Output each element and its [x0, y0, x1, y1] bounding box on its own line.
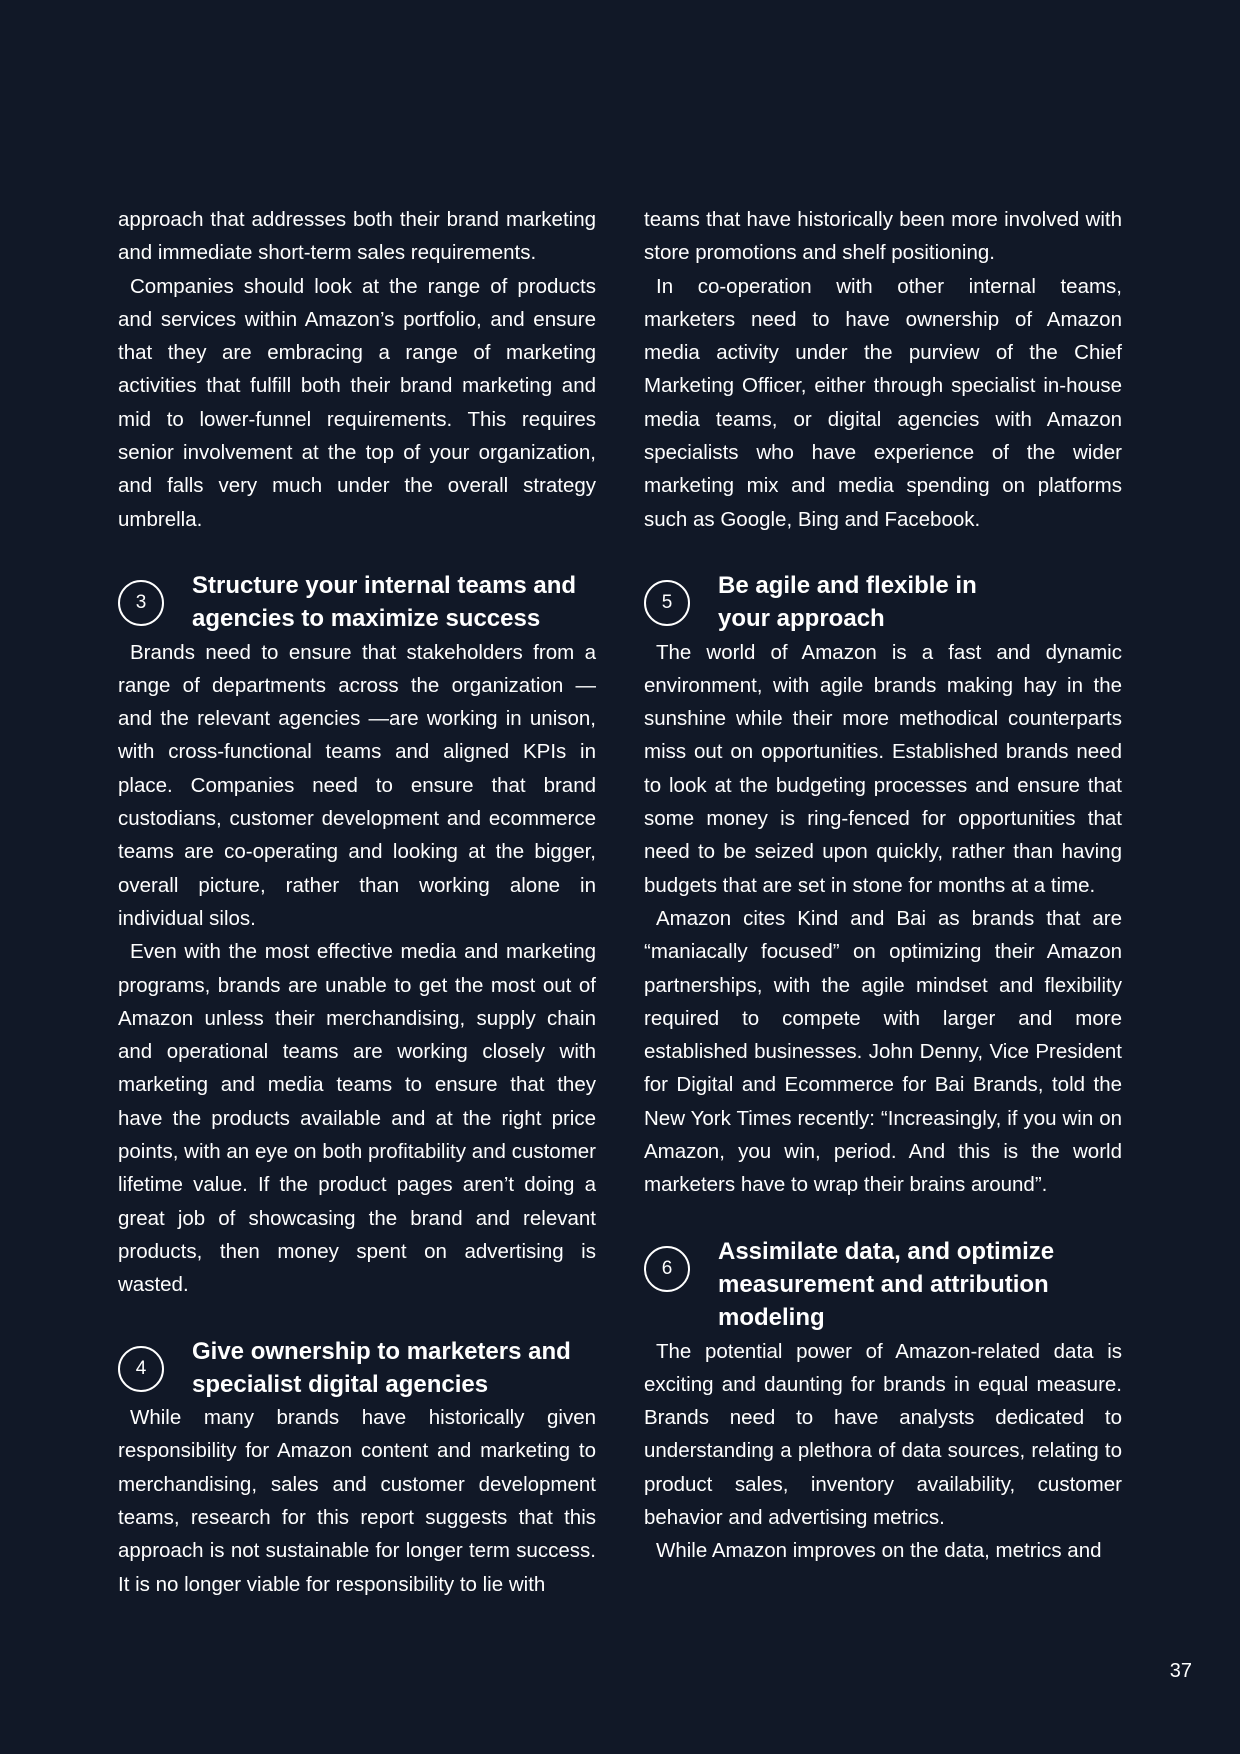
- section-number-badge: 4: [118, 1346, 164, 1392]
- section-heading-line: Be agile and flexible in: [718, 571, 977, 599]
- section-3: [118, 569, 596, 636]
- section-heading: Assimilate data, and optimize measurement and attribution modeling: [718, 1237, 1055, 1332]
- section-heading: Give ownership to marketers and specialist digital agencies: [192, 1337, 571, 1398]
- body-paragraph: While many brands have historically given responsibility for Amazon content and marketing to merchandising, sales and customer development teams, research for this report suggests that this approach is not sustainable for longer term success. It is no longer viable for responsibility to lie with: [118, 1406, 596, 1596]
- section-heading: [718, 569, 1122, 636]
- body-paragraph: Companies should look at the range of products and services within Amazon’s portfolio, and ensure that they are embracing a range of marketing activities that fulfill both their brand marketing and mid to lower-funnel requirements. This requires senior involvement at the top of your organization, and falls very much under the overall strategy umbrella.: [118, 274, 596, 531]
- body-paragraph: While Amazon improves on the data, metrics and: [656, 1539, 1102, 1563]
- body-paragraph: In co-operation with other internal teams, marketers need to have ownership of Amazon media activity under the purview of the Chief Marketing Officer, either through specialist in-house media teams, or digital agencies with Amazon specialists who have experience of the wider marketing mix and media spending on platforms such as Google, Bing and Facebook.: [644, 274, 1122, 531]
- section-number-badge: 3: [118, 580, 164, 626]
- body-paragraph: approach that addresses both their brand marketing and immediate short-term sales requirements.: [118, 208, 596, 265]
- right-column: [644, 203, 1122, 1568]
- section-4: [118, 1335, 596, 1402]
- body-paragraph: The potential power of Amazon-related data is exciting and daunting for brands in equal measure. Brands need to have analysts dedicated to understanding a plethora of data sources, relating to product sales, inventory availability, customer behavior and advertising metrics.: [644, 1339, 1122, 1529]
- section-heading: Structure your internal teams and agencies to maximize success: [192, 571, 577, 633]
- body-paragraph: Amazon cites Kind and Bai as brands that are “maniacally focused” on optimizing their Amazon partnerships, with the agile mindset and flexibility required to compete with larger and more established businesses. John Denny, Vice President for Digital and Ecommerce for Bai Brands, told the New York Times recently: “Increasingly, if you win on Amazon, you win, period. And this is the world marketers have to wrap their brains around”.: [644, 906, 1122, 1197]
- body-paragraph: teams that have historically been more involved with store promotions and shelf positioning.: [644, 208, 1122, 265]
- left-column: [118, 203, 596, 1601]
- section-number-badge: 5: [644, 580, 690, 626]
- section-heading-line: your approach: [718, 605, 885, 633]
- page-number: 37: [1169, 1660, 1192, 1682]
- section-6: [644, 1235, 1122, 1335]
- body-paragraph: Brands need to ensure that stakeholders from a range of departments across the organization — and the relevant agencies —are working in unison, with cross-functional teams and aligned KPIs in place. Companies need to ensure that brand custodians, customer development and ecommerce teams are co-operating and looking at the bigger, overall picture, rather than working alone in individual silos.: [118, 640, 596, 930]
- body-paragraph: Even with the most effective media and marketing programs, brands are unable to get the most out of Amazon unless their merchandising, supply chain and operational teams are working closely with marketing and media teams to ensure that they have the products available and at the right price points, with an eye on both profitability and customer lifetime value. If the product pages aren’t doing a great job of showcasing the brand and relevant products, then money spent on advertising is wasted.: [118, 940, 596, 1297]
- body-paragraph: The world of Amazon is a fast and dynamic environment, with agile brands making hay in the sunshine while their more methodical counterparts miss out on opportunities. Established brands need to look at the budgeting processes and ensure that some money is ring-fenced for opportunities that need to be seized upon quickly, rather than having budgets that are set in stone for months at a time.: [644, 640, 1122, 897]
- section-number-badge: 6: [644, 1246, 690, 1292]
- section-5: [644, 569, 1122, 636]
